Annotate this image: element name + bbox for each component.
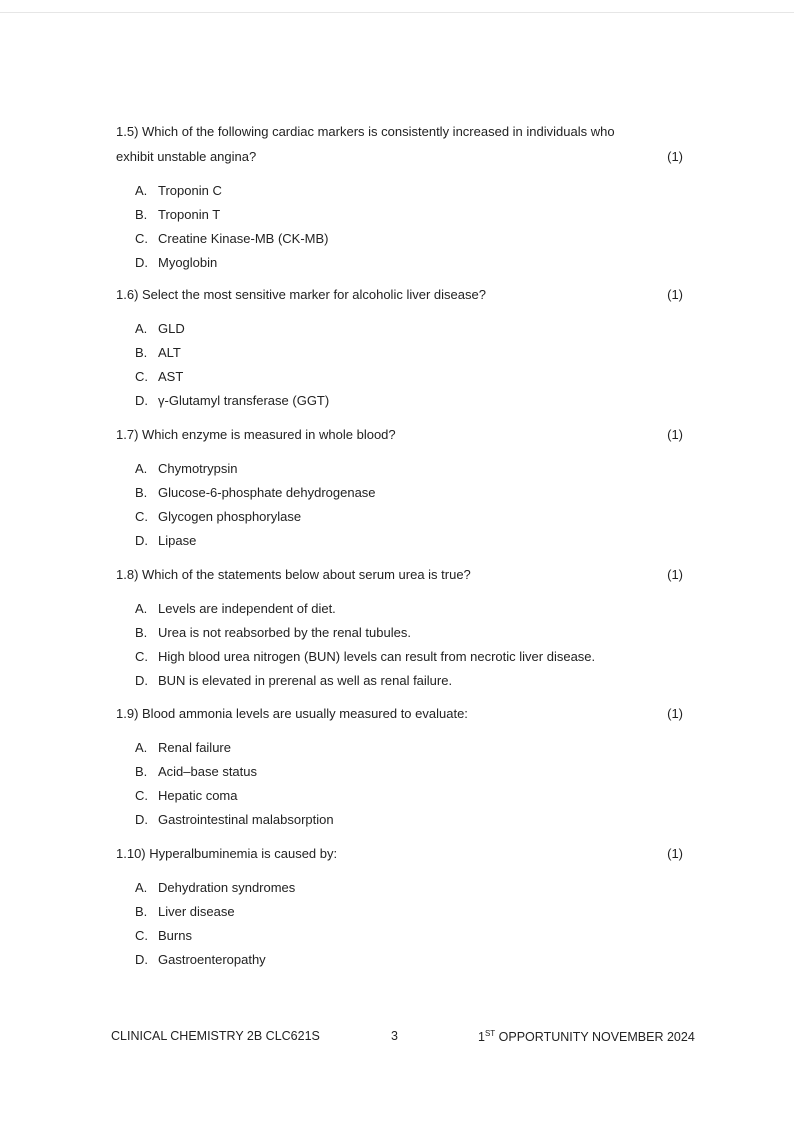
answer-option [135, 788, 237, 803]
option-letter: A. [135, 880, 148, 895]
answer-option [135, 345, 181, 360]
option-text: Glucose-6-phosphate dehydrogenase [158, 485, 376, 500]
question-text: 1.5) Which of the following cardiac markers is consistently increased in individuals who [116, 124, 615, 139]
option-text: Liver disease [158, 904, 235, 919]
footer-opportunity-sup: ST [484, 1029, 496, 1038]
question-text: 1.7) Which enzyme is measured in whole blood? [116, 427, 396, 442]
answer-option [135, 952, 266, 967]
answer-option [135, 321, 185, 336]
option-letter: D. [135, 812, 148, 827]
option-letter: A. [135, 740, 148, 755]
option-text: Myoglobin [158, 255, 218, 270]
question-text: exhibit unstable angina? [116, 149, 257, 164]
answer-option [135, 533, 196, 548]
option-letter: A. [135, 461, 148, 476]
question-text: 1.10) Hyperalbuminemia is caused by: [116, 846, 338, 861]
option-letter: B. [135, 625, 148, 640]
answer-option [135, 625, 411, 640]
answer-option [135, 928, 192, 943]
answer-option [135, 369, 183, 384]
option-letter: B. [135, 207, 148, 222]
option-text: Dehydration syndromes [158, 880, 296, 895]
option-text: AST [158, 369, 184, 384]
footer-page-number: 3 [391, 1029, 398, 1043]
answer-option [135, 764, 257, 779]
option-letter: A. [135, 601, 148, 616]
option-letter: D. [135, 533, 148, 548]
option-letter: D. [135, 673, 148, 688]
answer-option [135, 649, 595, 664]
option-letter: B. [135, 345, 148, 360]
answer-option [135, 880, 295, 895]
question-marks: (1) [667, 427, 683, 442]
answer-option [135, 183, 222, 198]
option-text: BUN is elevated in prerenal as well as renal failure. [158, 673, 453, 688]
option-text: Lipase [158, 533, 197, 548]
option-letter: B. [135, 904, 148, 919]
option-text: ALT [158, 345, 181, 360]
answer-option [135, 231, 329, 246]
footer-course: CLINICAL CHEMISTRY 2B CLC621S [111, 1029, 320, 1043]
question-text: 1.9) Blood ammonia levels are usually measured to evaluate: [116, 706, 468, 721]
option-text: Urea is not reabsorbed by the renal tubules. [158, 625, 411, 640]
footer-opportunity-text: OPPORTUNITY NOVEMBER 2024 [495, 1030, 695, 1045]
answer-option [135, 904, 235, 919]
option-text: GLD [158, 321, 185, 336]
option-letter: C. [135, 509, 148, 524]
option-letter: C. [135, 369, 148, 384]
footer-opportunity-num: 1 [478, 1030, 485, 1045]
answer-option [135, 673, 452, 688]
question-marks: (1) [667, 846, 683, 861]
option-letter: A. [135, 321, 148, 336]
question-text: 1.6) Select the most sensitive marker for alcoholic liver disease? [116, 287, 486, 302]
answer-option [135, 740, 231, 755]
option-letter: B. [135, 764, 148, 779]
question-text: 1.8) Which of the statements below about serum urea is true? [116, 567, 471, 582]
option-text: Gastrointestinal malabsorption [158, 812, 334, 827]
answer-option [135, 812, 334, 827]
footer-opportunity [478, 1029, 695, 1044]
option-text: Troponin C [158, 183, 222, 198]
option-text: Levels are independent of diet. [158, 601, 336, 616]
option-letter: A. [135, 183, 148, 198]
answer-option [135, 461, 237, 476]
option-letter: C. [135, 649, 148, 664]
question-marks: (1) [667, 706, 683, 721]
option-letter: C. [135, 231, 148, 246]
option-text: Glycogen phosphorylase [158, 509, 302, 524]
option-letter: D. [135, 952, 148, 967]
answer-option [135, 207, 220, 222]
option-text: γ-Glutamyl transferase (GGT) [158, 393, 330, 408]
option-text: Gastroenteropathy [158, 952, 266, 967]
answer-option [135, 393, 329, 408]
option-text: Chymotrypsin [158, 461, 238, 476]
option-text: Renal failure [158, 740, 231, 755]
option-text: Acid–base status [158, 764, 258, 779]
option-letter: D. [135, 255, 148, 270]
option-text: Creatine Kinase-MB (CK-MB) [158, 231, 329, 246]
question-marks: (1) [667, 287, 683, 302]
question-marks: (1) [667, 567, 683, 582]
option-text: Hepatic coma [158, 788, 238, 803]
option-letter: B. [135, 485, 148, 500]
answer-option [135, 509, 301, 524]
question-marks: (1) [667, 149, 683, 164]
option-text: Burns [158, 928, 192, 943]
option-letter: D. [135, 393, 148, 408]
answer-option [135, 255, 217, 270]
option-text: High blood urea nitrogen (BUN) levels can result from necrotic liver disease. [158, 649, 596, 664]
option-letter: C. [135, 928, 148, 943]
answer-option [135, 485, 376, 500]
option-text: Troponin T [158, 207, 221, 222]
page-top-edge [0, 12, 794, 13]
answer-option [135, 601, 336, 616]
option-letter: C. [135, 788, 148, 803]
